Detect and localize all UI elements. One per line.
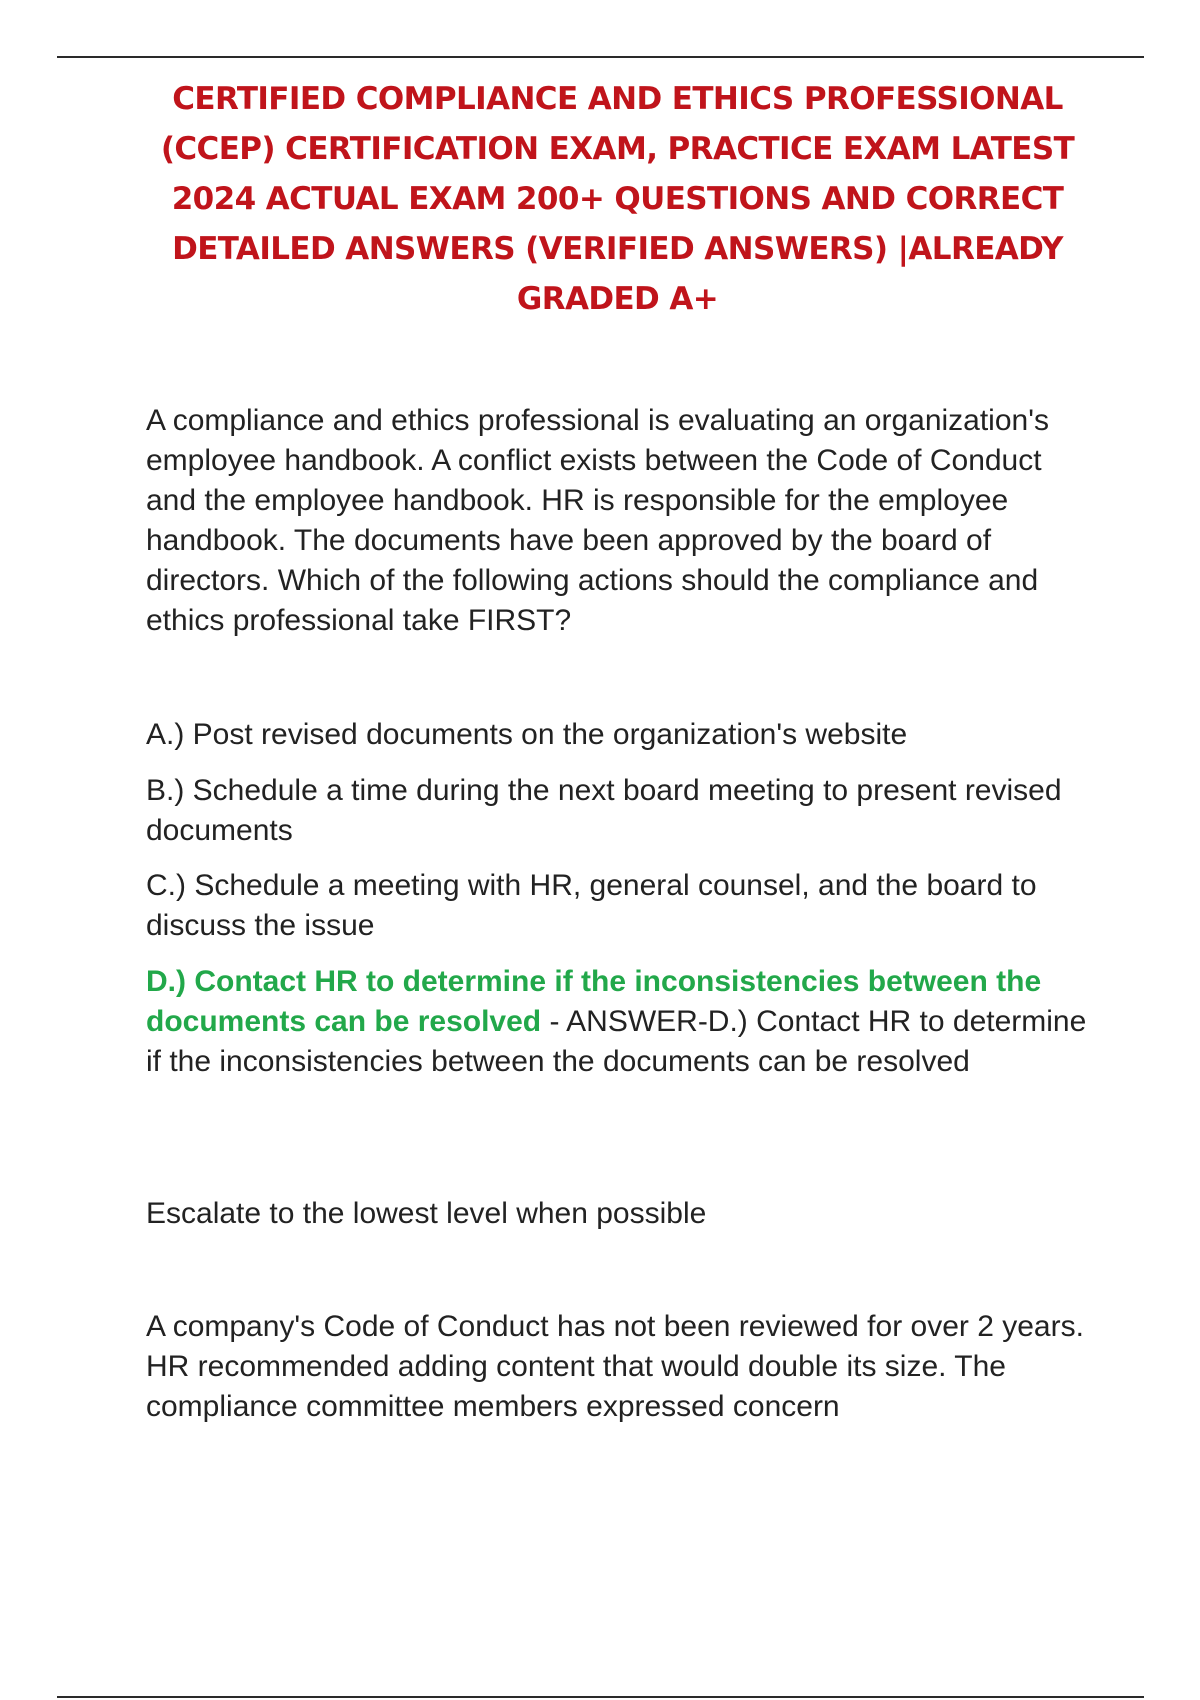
correct-answer-option: D.) Contact HR to determine if the inconsistencies between the documents can be resolved (146, 965, 1042, 1038)
question-1-option-b: B.) Schedule a time during the next board meeting to present revised documents (146, 774, 1062, 847)
document-title: CERTIFIED COMPLIANCE AND ETHICS PROFESSIONAL (CCEP) CERTIFICATION EXAM, PRACTICE EXAM LATEST 2024 ACTUAL EXAM 200+ QUESTIONS AND CORRECT DETAILED ANSWERS (VERIFIED ANSWERS) |ALREADY GRADED A+ (160, 81, 1075, 317)
bottom-rule (57, 1696, 1144, 1698)
question-2-text: A company's Code of Conduct has not been reviewed for over 2 years. HR recommended adding content that would double its size. The compliance committee members expressed concern (146, 1310, 1084, 1423)
question-1-option-a: A.) Post revised documents on the organization's website (146, 718, 908, 751)
question-1-text: A compliance and ethics professional is evaluating an organization's employee handbook. A conflict exists between the Code of Conduct and the employee handbook. HR is responsible for the employee handbook. The documents have been approved by the board of directors. Which of the following actions should the compliance and ethics professional take FIRST? (146, 404, 1049, 637)
answer-label: - ANSWER-D.) Contact HR to determine if the inconsistencies between the documents can be resolved (146, 1005, 1087, 1078)
question-1-explanation: Escalate to the lowest level when possible (146, 1197, 707, 1230)
question-1-option-c: C.) Schedule a meeting with HR, general counsel, and the board to discuss the issue (146, 869, 1037, 942)
question-1-answer (146, 962, 1096, 1082)
top-rule (57, 56, 1144, 58)
